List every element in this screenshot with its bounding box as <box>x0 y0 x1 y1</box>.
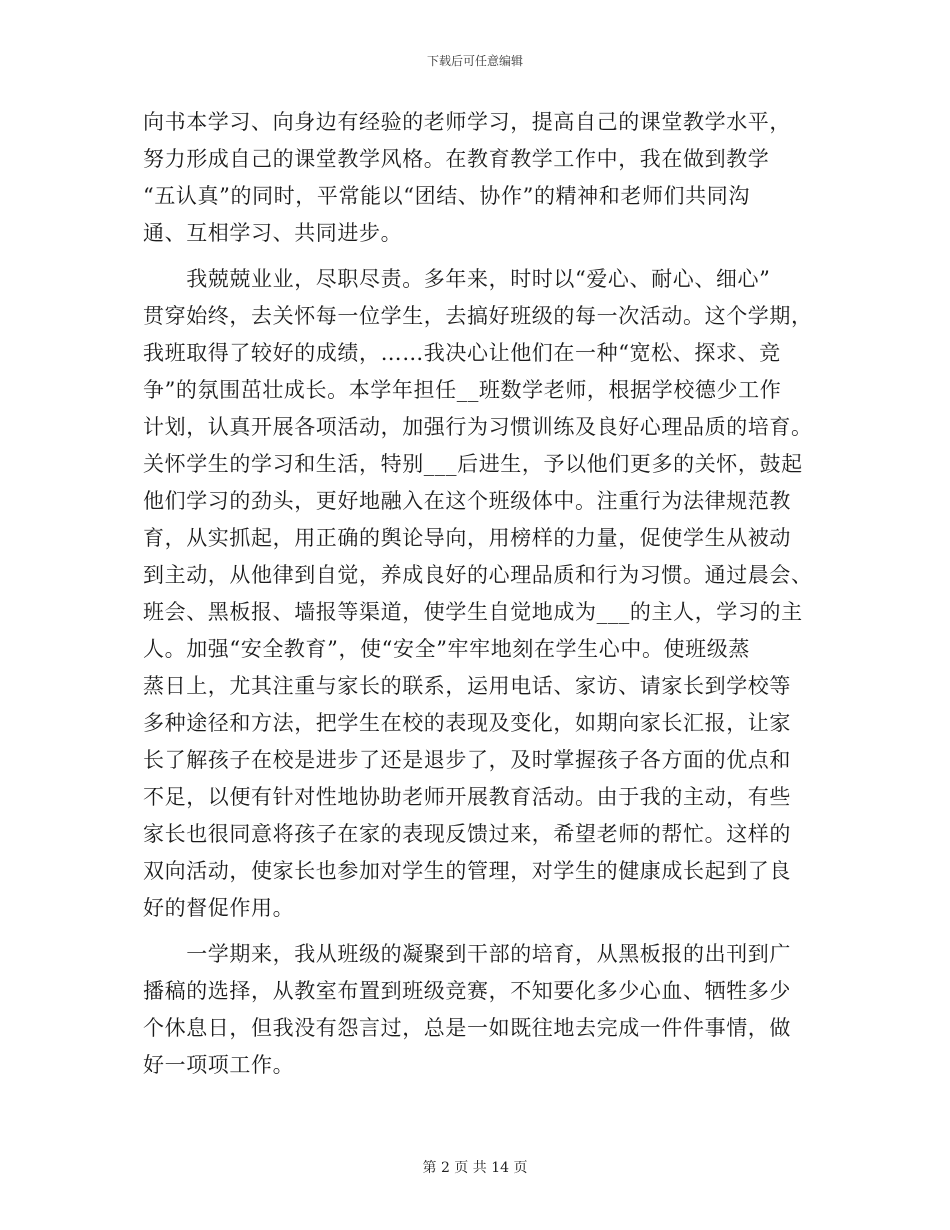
page-header: 下载后可任意编辑 <box>426 54 523 68</box>
text-line: 多种途径和方法，把学生在校的表现及变化，如期向家长汇报，让家 <box>143 711 791 735</box>
text-line: 通、互相学习、共同进步。 <box>143 221 403 245</box>
page-footer: 第 2 页 共 14 页 <box>422 1160 528 1176</box>
text-line: 好的督促作用。 <box>143 896 295 920</box>
text-line: 计划，认真开展各项活动，加强行为习惯训练及良好心理品质的培育。 <box>143 415 813 439</box>
text-line: “五认真”的同时，平常能以“团结、协作”的精神和老师们共同沟 <box>143 184 750 208</box>
text-line: 不足，以便有针对性地协助老师开展教育活动。由于我的主动，有些 <box>143 785 791 809</box>
document-body <box>143 104 813 1084</box>
text-line: 他们学习的劲头，更好地融入在这个班级体中。注重行为法律规范教 <box>143 489 791 513</box>
text-line: 到主动，从他律到自觉，养成良好的心理品质和行为习惯。通过晨会、 <box>143 563 813 587</box>
paragraph-3 <box>143 936 813 1084</box>
text-line: 育，从实抓起，用正确的舆论导向，用榜样的力量，促使学生从被动 <box>143 526 791 550</box>
paragraph-2 <box>143 261 813 927</box>
text-line: 向书本学习、向身边有经验的老师学习，提高自己的课堂教学水平， <box>143 110 791 134</box>
text-line: 我班取得了较好的成绩，……我决心让他们在一种“宽松、探求、竞 <box>143 341 781 365</box>
text-line: 争”的氛围茁壮成长。本学年担任__班数学老师，根据学校德少工作 <box>143 378 782 402</box>
text-line: 长了解孩子在校是进步了还是退步了，及时掌握孩子各方面的优点和 <box>143 748 791 772</box>
text-line: 我兢兢业业，尽职尽责。多年来，时时以“爱心、耐心、细心” <box>143 267 771 291</box>
text-line: 个休息日，但我没有怨言过，总是一如既往地去完成一件件事情，做 <box>143 1016 791 1040</box>
text-line: 好一项项工作。 <box>143 1053 295 1077</box>
text-line: 蒸日上，尤其注重与家长的联系，运用电话、家访、请家长到学校等 <box>143 674 791 698</box>
text-line: 努力形成自己的课堂教学风格。在教育教学工作中，我在做到教学 <box>143 147 770 171</box>
paragraph-1 <box>143 104 813 252</box>
text-line: 双向活动，使家长也参加对学生的管理，对学生的健康成长起到了良 <box>143 859 791 883</box>
text-line: 一学期来，我从班级的凝聚到干部的培育，从黑板报的出刊到广 <box>143 942 791 966</box>
text-line: 家长也很同意将孩子在家的表现反馈过来，希望老师的帮忙。这样的 <box>143 822 791 846</box>
text-line: 班会、黑板报、墙报等渠道，使学生自觉地成为___的主人，学习的主 <box>143 600 803 624</box>
text-line: 人。加强“安全教育”，使“安全”牢牢地刻在学生心中。使班级蒸 <box>143 637 750 661</box>
text-line: 播稿的选择，从教室布置到班级竞赛，不知要化多少心血、牺牲多少 <box>143 979 791 1003</box>
text-line: 贯穿始终，去关怀每一位学生，去搞好班级的每一次活动。这个学期， <box>143 304 813 328</box>
text-line: 关怀学生的学习和生活，特别___后进生，予以他们更多的关怀，鼓起 <box>143 452 803 476</box>
